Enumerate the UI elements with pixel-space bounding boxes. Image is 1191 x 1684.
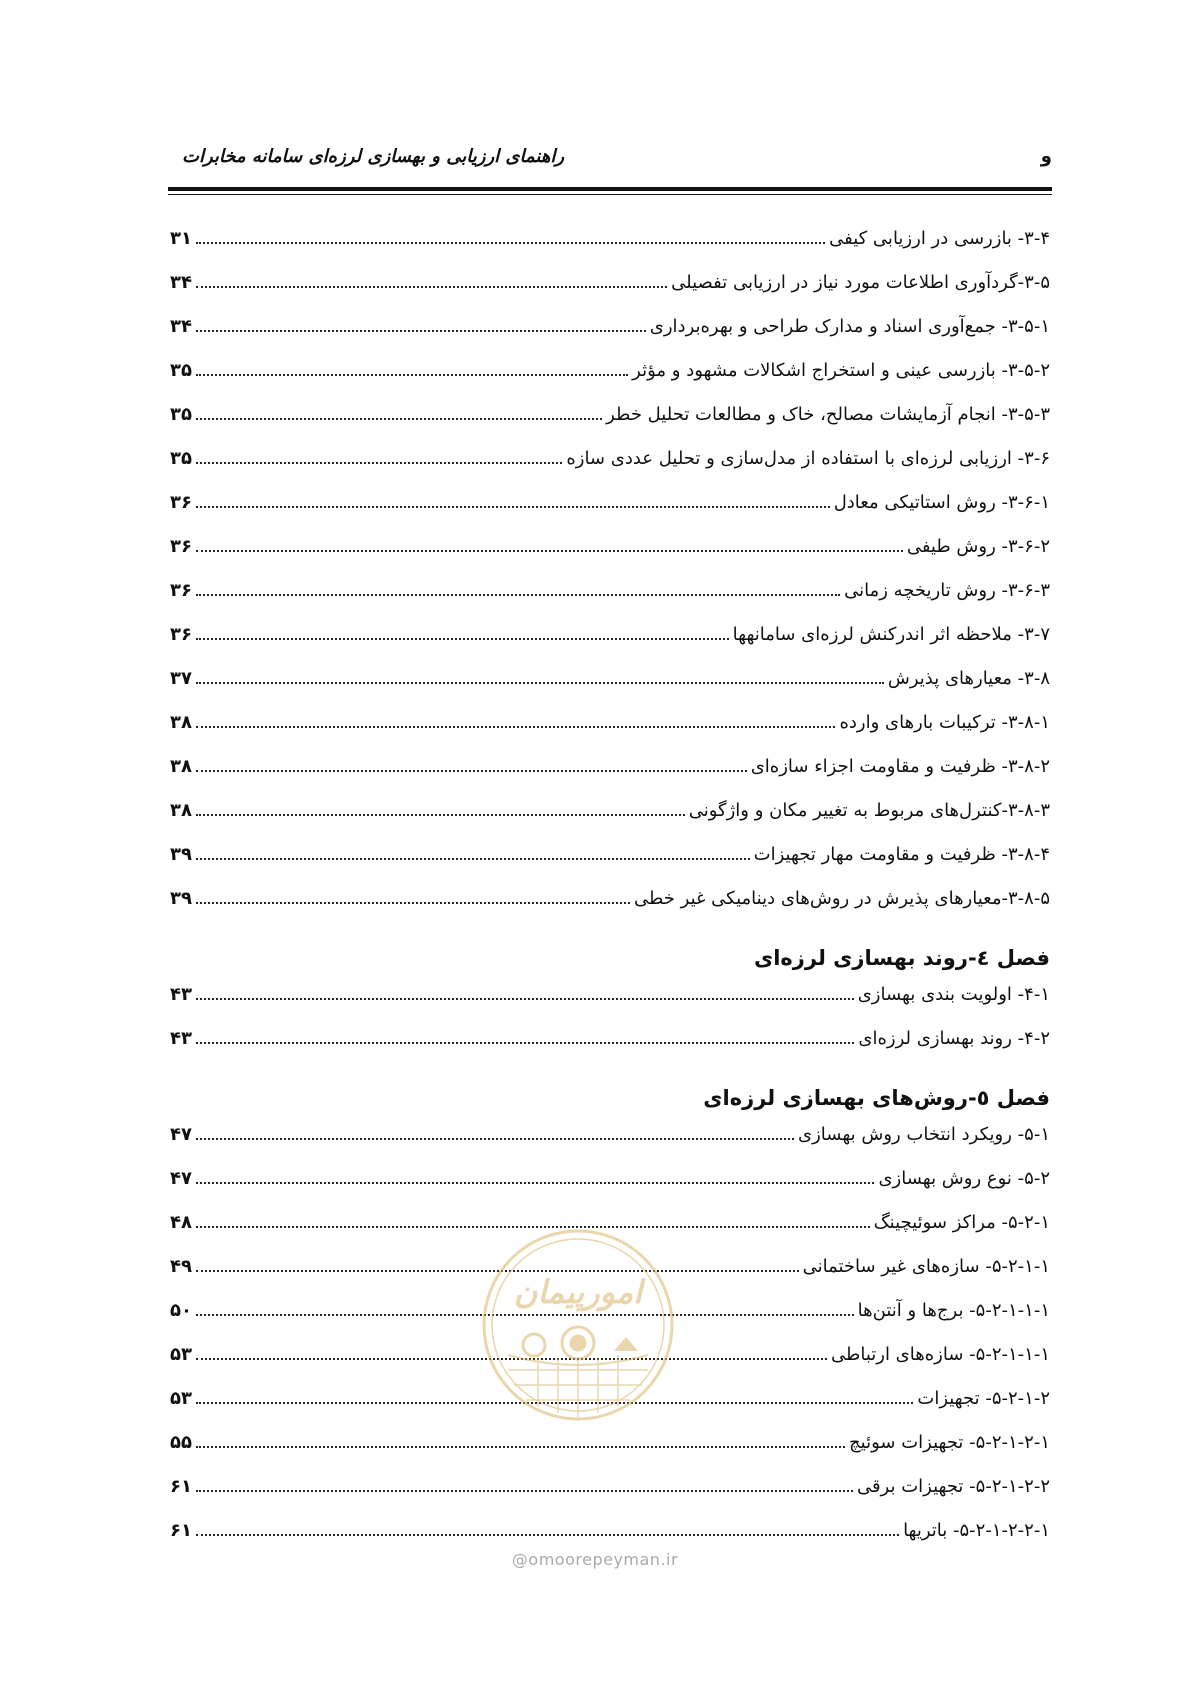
toc-entry[interactable] — [170, 1124, 1050, 1168]
toc-entry-title: ۵-۱- رویکرد انتخاب روش بهسازی — [798, 1124, 1050, 1145]
toc-entry[interactable] — [170, 316, 1050, 360]
dot-leader — [196, 1534, 899, 1536]
toc-entry[interactable] — [170, 536, 1050, 580]
toc-entry-page-number: ۳۸ — [170, 712, 192, 733]
toc-entry-page-number: ۶۱ — [170, 1520, 192, 1541]
toc-section-3-continued — [170, 228, 1050, 932]
toc-entry-title: ۳-۸-۲- ظرفیت و مقاومت اجزاء سازه‌ای — [750, 756, 1050, 777]
toc-entry-title: ۵-۲-۱-۱-۱- برج‌ها و آنتن‌ها — [857, 1300, 1050, 1321]
toc-entry-page-number: ۳۶ — [170, 492, 192, 513]
toc-entry-page-number: ۴۷ — [170, 1124, 192, 1145]
toc-entry-page-number: ۳۴ — [170, 272, 192, 293]
toc-entry-title: ۵-۲-۱-۱-۱- سازه‌های ارتباطی — [831, 1344, 1050, 1365]
watermark-url: @omoorepeyman.ir — [511, 1550, 679, 1569]
watermark-logo-text: امورپیمان — [513, 1273, 643, 1311]
toc-entry-page-number: ۴۳ — [170, 984, 192, 1005]
page-header — [182, 146, 1052, 174]
toc-entry-title: ۵-۲-۱-۲-۲- تجهیزات برقی — [856, 1476, 1050, 1497]
toc-entry-page-number: ۳۶ — [170, 624, 192, 645]
running-title: راهنمای ارزیابی و بهسازی لرزه‌ای سامانه مخابرات — [182, 146, 565, 167]
dot-leader — [196, 330, 646, 332]
header-rule-thin — [168, 194, 1052, 195]
dot-leader — [196, 1490, 853, 1492]
toc-entry[interactable] — [170, 712, 1050, 756]
toc-entry[interactable] — [170, 1028, 1050, 1072]
toc-entry-page-number: ۵۳ — [170, 1388, 192, 1409]
toc-entry-title: ۳-۶- ارزیابی لرزه‌ای با استفاده از مدل‌سازی و تحلیل عددی سازه — [566, 448, 1050, 469]
toc-entry[interactable] — [170, 580, 1050, 624]
toc-entry-title: ۳-۶-۱- روش استاتیکی معادل — [833, 492, 1050, 513]
toc-entry-page-number: ۴۷ — [170, 1168, 192, 1189]
toc-entry[interactable] — [170, 448, 1050, 492]
dot-leader — [196, 814, 685, 816]
toc-entry-page-number: ۴۹ — [170, 1256, 192, 1277]
dot-leader — [196, 594, 840, 596]
toc-entry-page-number: ۴۳ — [170, 1028, 192, 1049]
toc-entry[interactable] — [170, 800, 1050, 844]
dot-leader — [196, 462, 562, 464]
toc-entry-title: ۳-۵-۲- بازرسی عینی و استخراج اشکالات مشهود و مؤثر — [632, 360, 1050, 381]
toc-entry-title: ۳-۴- بازرسی در ارزیابی کیفی — [829, 228, 1050, 249]
toc-entry-page-number: ۵۳ — [170, 1344, 192, 1365]
toc-entry-title: ۵-۲-۱-۱- سازه‌های غیر ساختمانی — [802, 1256, 1050, 1277]
toc-entry-page-number: ۵۰ — [170, 1300, 192, 1321]
toc-entry-page-number: ۳۵ — [170, 360, 192, 381]
toc-entry-page-number: ۳۹ — [170, 844, 192, 865]
toc-entry-page-number: ۳۶ — [170, 580, 192, 601]
toc-entry-page-number: ۳۷ — [170, 668, 192, 689]
toc-entry-title: ۳-۷- ملاحظه اثر اندرکنش لرزه‌ای سامانهها — [732, 624, 1050, 645]
toc-entry[interactable] — [170, 844, 1050, 888]
toc-entry-page-number: ۳۵ — [170, 448, 192, 469]
toc-entry-title: ۳-۸-۳-کنترل‌های مربوط به تغییر مکان و واژگونی — [688, 800, 1050, 821]
dot-leader — [196, 506, 830, 508]
toc-entry-page-number: ۵۵ — [170, 1432, 192, 1453]
toc-entry-title: ۵-۲- نوع روش بهسازی — [878, 1168, 1050, 1189]
toc-entry-page-number: ۴۸ — [170, 1212, 192, 1233]
toc-chapter-4-entries — [170, 984, 1050, 1072]
toc-entry-page-number: ۳۱ — [170, 228, 192, 249]
toc-entry-title: ۳-۵-گردآوری اطلاعات مورد نیاز در ارزیابی تفصیلی — [671, 272, 1050, 293]
dot-leader — [196, 726, 835, 728]
toc-entry-title: ۵-۲-۱- مراکز سوئیچینگ — [873, 1212, 1050, 1233]
toc-entry-title: ۳-۸-۱- ترکیبات بارهای وارده — [839, 712, 1050, 733]
toc-entry[interactable] — [170, 272, 1050, 316]
toc-entry-title: ۳-۸-۴- ظرفیت و مقاومت مهار تجهیزات — [753, 844, 1050, 865]
toc-entry-page-number: ۳۸ — [170, 800, 192, 821]
toc-entry-page-number: ۳۸ — [170, 756, 192, 777]
toc-entry-title: ۴-۲- روند بهسازی لرزه‌ای — [858, 1028, 1050, 1049]
dot-leader — [196, 1138, 794, 1140]
toc-entry-page-number: ۶۱ — [170, 1476, 192, 1497]
dot-leader — [196, 374, 628, 376]
toc-entry[interactable] — [170, 668, 1050, 712]
toc-entry-title: ۳-۶-۳- روش تاریخچه زمانی — [844, 580, 1050, 601]
toc-entry-title: ۳-۸- معیارهای پذیرش — [887, 668, 1050, 689]
dot-leader — [196, 242, 825, 244]
dot-leader — [196, 998, 854, 1000]
toc-entry-title: ۳-۵-۳- انجام آزمایشات مصالح، خاک و مطالعات تحلیل خطر — [606, 404, 1050, 425]
toc-entry[interactable] — [170, 624, 1050, 668]
dot-leader — [196, 770, 747, 772]
toc-entry[interactable] — [170, 756, 1050, 800]
dot-leader — [196, 682, 884, 684]
dot-leader — [196, 550, 903, 552]
toc-entry[interactable] — [170, 888, 1050, 932]
dot-leader — [196, 418, 602, 420]
toc-entry[interactable] — [170, 404, 1050, 448]
toc-entry[interactable] — [170, 984, 1050, 1028]
toc-entry[interactable] — [170, 1432, 1050, 1476]
dot-leader — [196, 286, 667, 288]
toc-entry-page-number: ۳۴ — [170, 316, 192, 337]
toc-entry[interactable] — [170, 492, 1050, 536]
dot-leader — [196, 638, 729, 640]
toc-entry-page-number: ۳۹ — [170, 888, 192, 909]
toc-entry[interactable] — [170, 228, 1050, 272]
dot-leader — [196, 1182, 874, 1184]
chapter-heading-4[interactable]: فصل ٤-روند بهسازی لرزه‌ای — [753, 946, 1050, 970]
chapter-heading-5[interactable]: فصل ٥-روش‌های بهسازی لرزه‌ای — [703, 1086, 1050, 1110]
toc-entry-title: ۳-۵-۱- جمع‌آوری اسناد و مدارک طراحی و بهره‌برداری — [649, 316, 1050, 337]
dot-leader — [196, 858, 750, 860]
toc-entry[interactable] — [170, 360, 1050, 404]
toc-entry-title: ۳-۶-۲- روش طیفی — [906, 536, 1050, 557]
watermark-logo — [478, 1225, 678, 1425]
toc-entry-title: ۵-۲-۱-۲-۱- تجهیزات سوئیچ — [849, 1432, 1050, 1453]
dot-leader — [196, 902, 630, 904]
toc-entry-page-number: ۳۵ — [170, 404, 192, 425]
toc-entry-title: ۴-۱- اولویت بندی بهسازی — [857, 984, 1050, 1005]
page-number: و — [1040, 146, 1052, 167]
toc-entry[interactable] — [170, 1476, 1050, 1520]
toc-entry-title: ۳-۸-۵-معیارهای پذیرش در روش‌های دینامیکی غیر خطی — [634, 888, 1050, 909]
toc-entry-title: ۵-۲-۱-۲-۲-۱- باتریها — [903, 1520, 1050, 1541]
toc-entry-page-number: ۳۶ — [170, 536, 192, 557]
dot-leader — [196, 1042, 854, 1044]
dot-leader — [196, 1446, 845, 1448]
toc-entry[interactable] — [170, 1168, 1050, 1212]
header-rule-thick — [168, 187, 1052, 191]
toc-entry-title: ۵-۲-۱-۲- تجهیزات — [917, 1388, 1050, 1409]
